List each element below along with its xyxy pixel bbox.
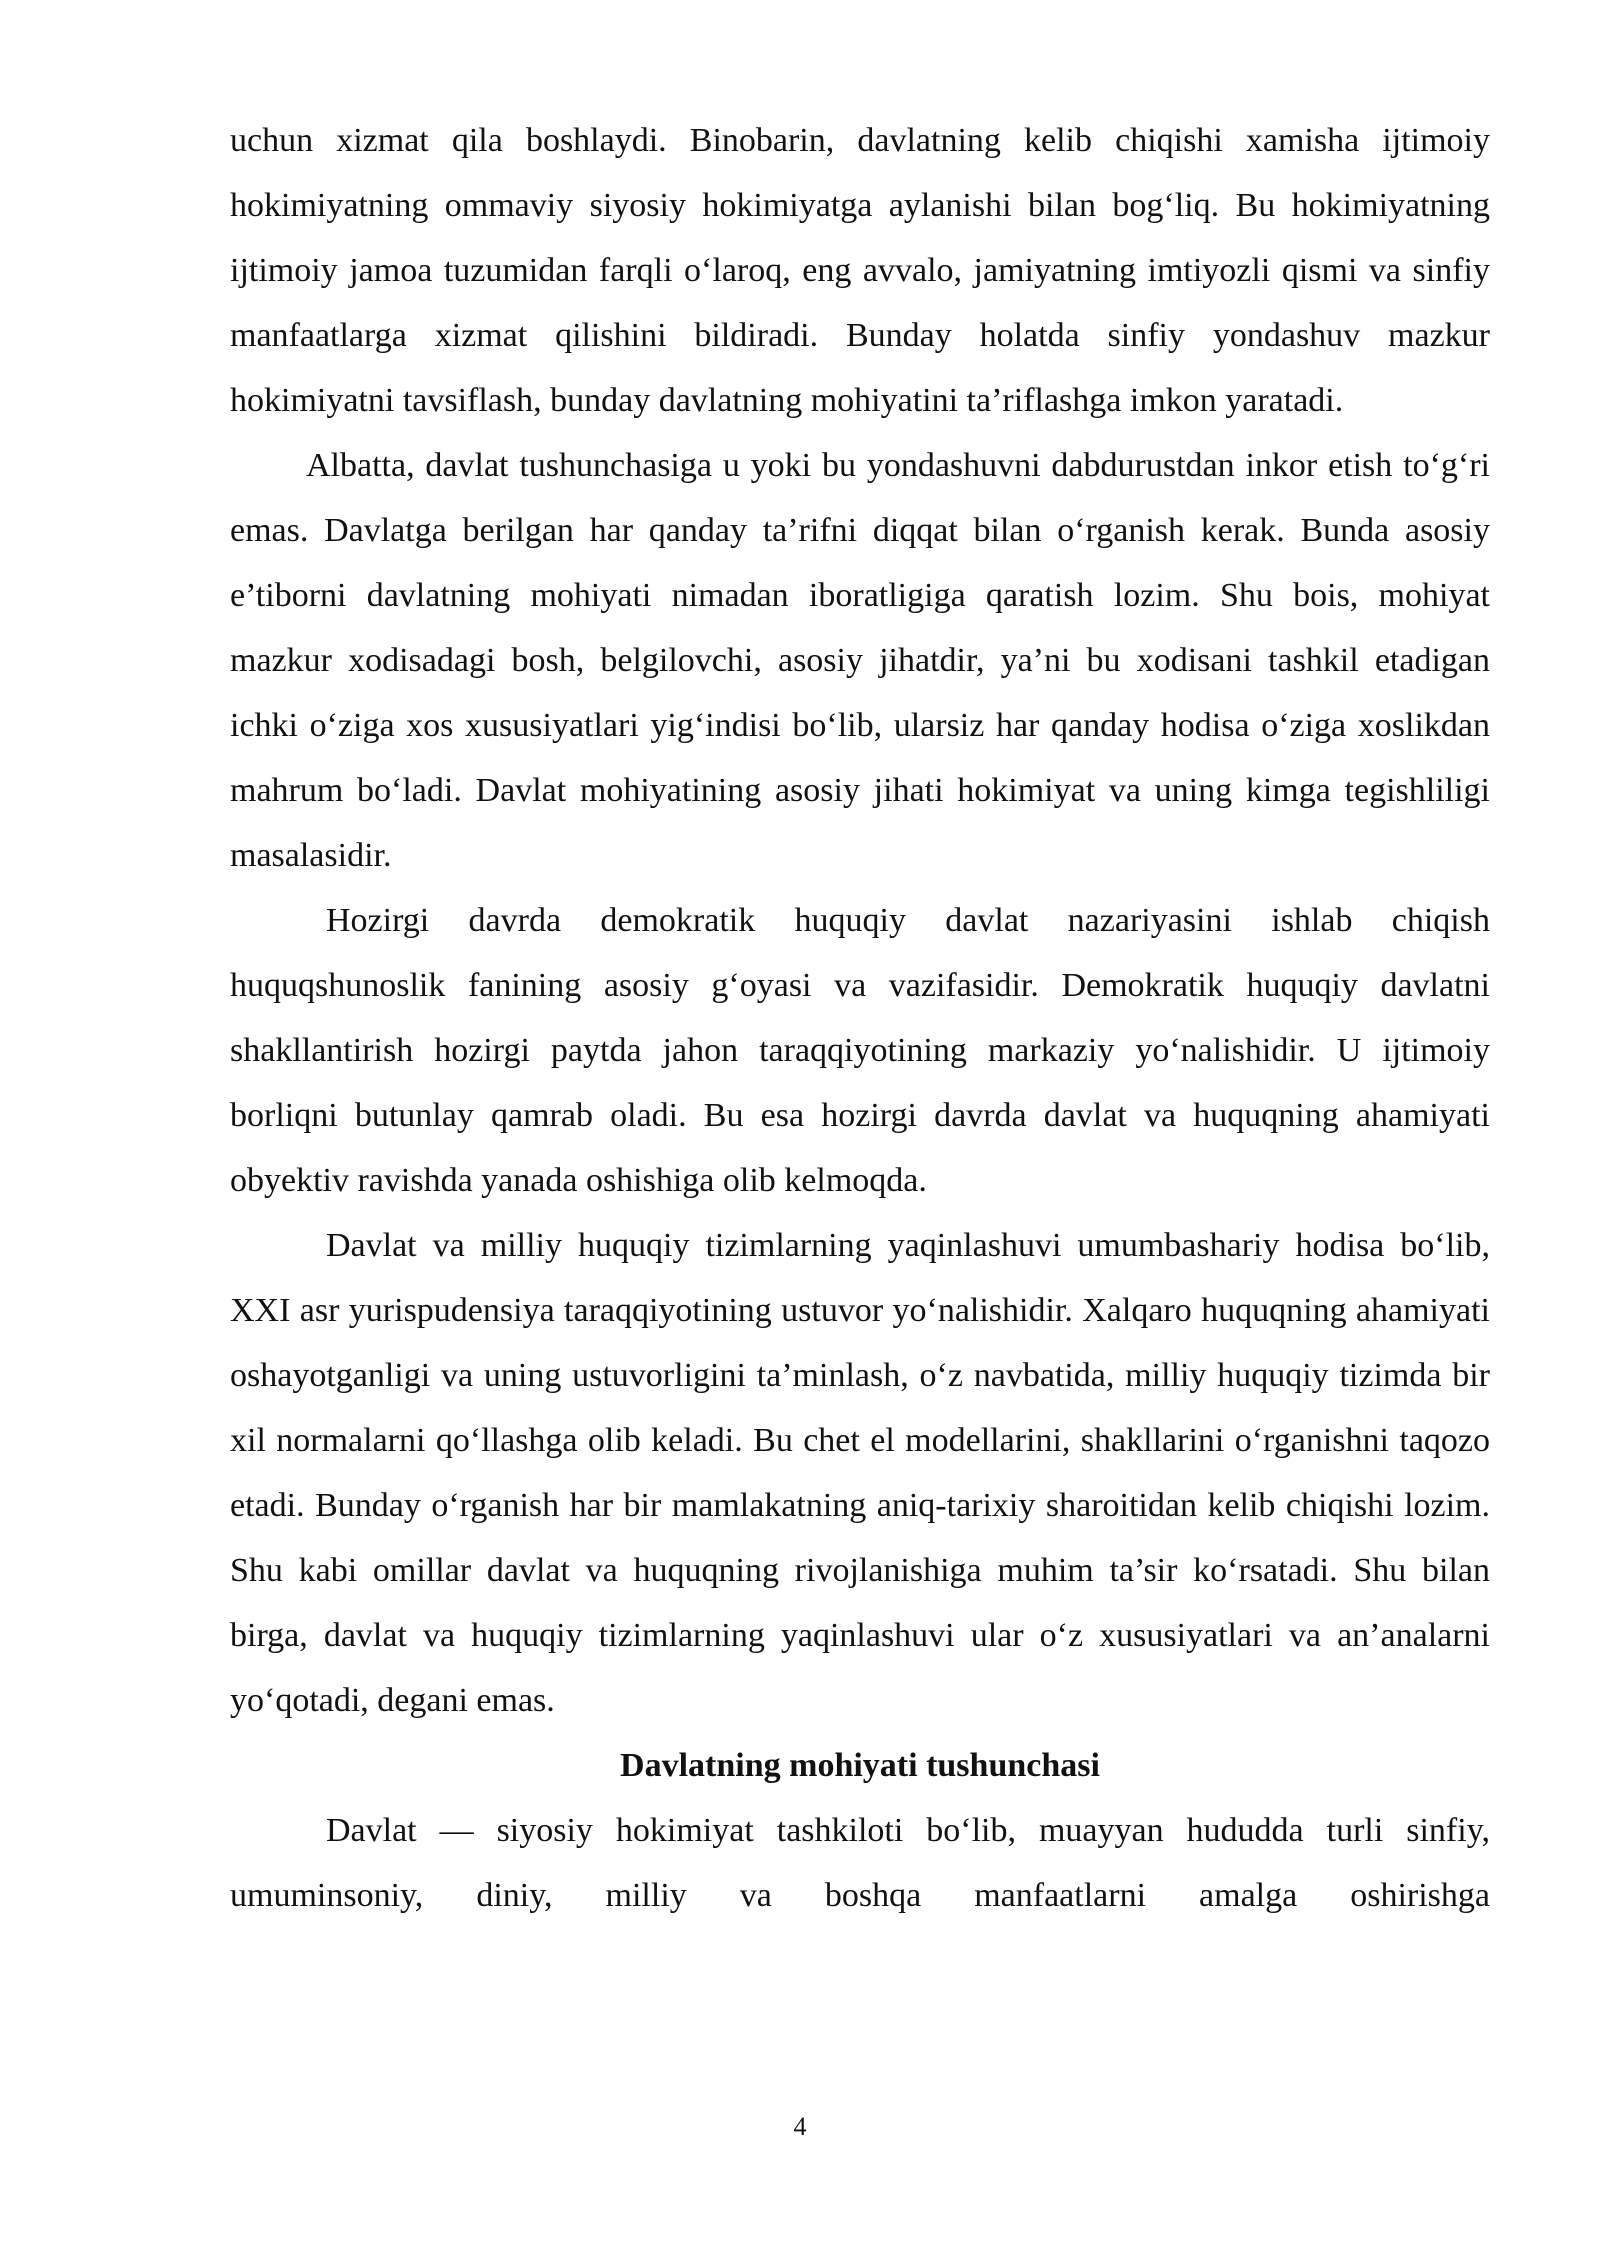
paragraph-3: Hozirgi davrda demokratik huquqiy davlat nazariyasini ishlab chiqish huquqshunoslik fanining asosiy g‘oyasi va vazifasidir. Demokratik huquqiy davlatni shakllantirish hozirgi paytda jahon taraqqiyotining markaziy yo‘nalishidir. U ijtimoiy borliqni butunlay qamrab oladi. Bu esa hozirgi davrda davlat va huquqning ahamiyati obyektiv ravishda yanada oshishiga olib kelmoqda.: [230, 902, 1490, 1199]
section-heading: Davlatning mohiyati tushunchasi: [620, 1747, 1100, 1784]
page-number: 4: [793, 2112, 807, 2141]
paragraph-5: Davlat — siyosiy hokimiyat tashkiloti bo‘lib, muayyan hududda turli sinfiy, umuminsoniy, diniy, milliy va boshqa manfaatlarni amalga oshirishga: [230, 1812, 1490, 1914]
paragraph-4: Davlat va milliy huquqiy tizimlarning yaqinlashuvi umumbashariy hodisa bo‘lib, XXI asr yurispudensiya taraqqiyotining ustuvor yo‘nalishidir. Xalqaro huquqning ahamiyati oshayotganligi va uning ustuvorligini ta’minlash, o‘z navbatida, milliy huquqiy tizimda bir xil normalarni qo‘llashga olib keladi. Bu chet el modellarini, shakllarini o‘rganishni taqozo etadi. Bunday o‘rganish har bir mamlakatning aniq-tarixiy sharoitidan kelib chiqishi lozim. Shu kabi omillar davlat va huquqning rivojlanishiga muhim ta’sir ko‘rsatadi. Shu bilan birga, davlat va huquqiy tizimlarning yaqinlashuvi ular o‘z xususiyatlari va an’analarni yo‘qotadi, degani emas.: [230, 1227, 1490, 1719]
document-page: [230, 108, 1490, 1928]
paragraph-2: Albatta, davlat tushunchasiga u yoki bu yondashuvni dabdurustdan inkor etish to‘g‘ri emas. Davlatga berilgan har qanday ta’rifni diqqat bilan o‘rganish kerak. Bunda asosiy e’tiborni davlatning mohiyati nimadan iboratligiga qaratish lozim. Shu bois, mohiyat mazkur xodisadagi bosh, belgilovchi, asosiy jihatdir, ya’ni bu xodisani tashkil etadigan ichki o‘ziga xos xususiyatlari yig‘indisi bo‘lib, ularsiz har qanday hodisa o‘ziga xoslikdan mahrum bo‘ladi. Davlat mohiyatining asosiy jihati hokimiyat va uning kimga tegishliligi masalasidir.: [230, 447, 1490, 874]
paragraph-1: uchun xizmat qila boshlaydi. Binobarin, davlatning kelib chiqishi xamisha ijtimoiy hokimiyatning ommaviy siyosiy hokimiyatga aylanishi bilan bog‘liq. Bu hokimiyatning ijtimoiy jamoa tuzumidan farqli o‘laroq, eng avvalo, jamiyatning imtiyozli qismi va sinfiy manfaatlarga xizmat qilishini bildiradi. Bunday holatda sinfiy yondashuv mazkur hokimiyatni tavsiflash, bunday davlatning mohiyatini ta’riflashga imkon yaratadi.: [230, 122, 1490, 419]
